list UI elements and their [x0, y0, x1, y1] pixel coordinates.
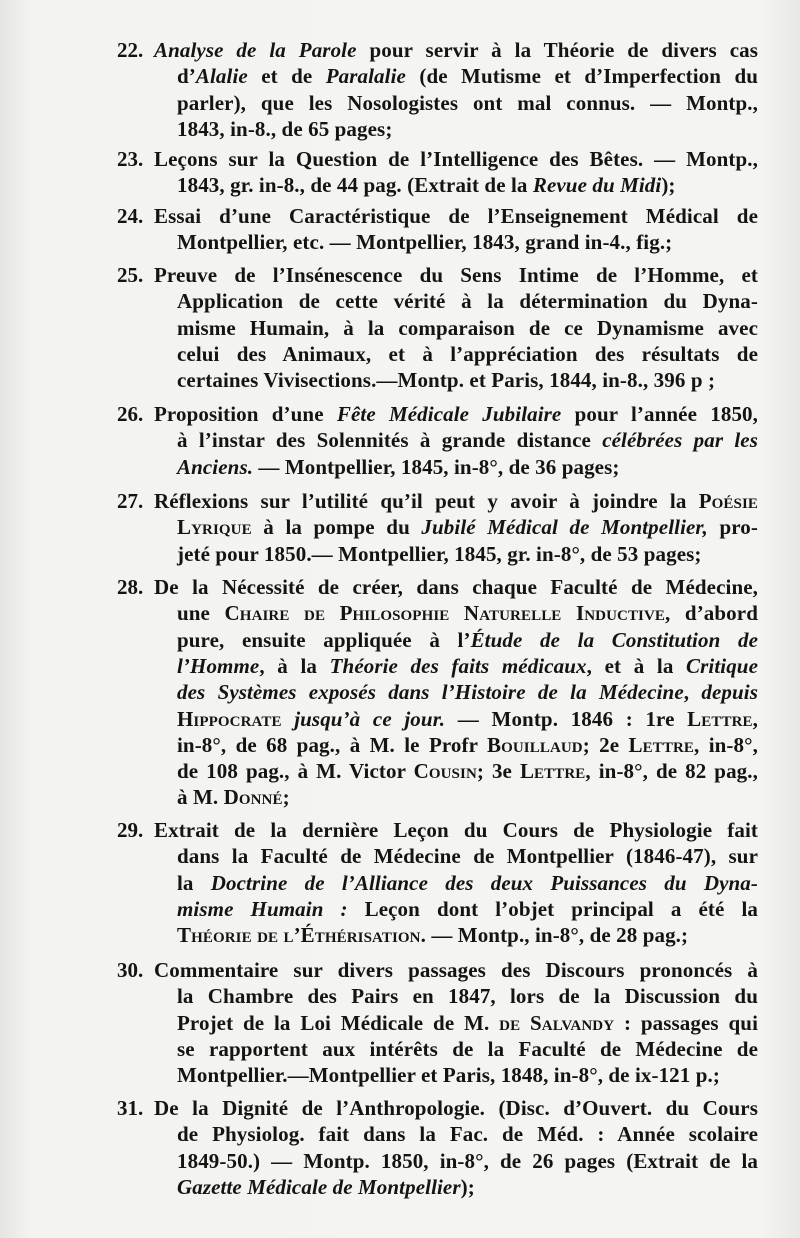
text-segment: );: [460, 1174, 475, 1199]
entry-number: 23.: [117, 147, 144, 171]
entry-text-line: [177, 628, 758, 653]
entry-text-line: [177, 680, 758, 705]
entry-text-line: [154, 147, 758, 172]
entry-text-line: [177, 455, 758, 480]
text-segment: , à la: [259, 653, 330, 678]
entry-text-line: [154, 818, 758, 843]
italic-text: Doctrine de l’Alliance des deux Puissances du Dyna-: [210, 870, 759, 895]
text-segment: );: [661, 173, 676, 198]
text-segment: Extrait de la dernière Leçon du Cours de Physiologie fait: [154, 818, 758, 842]
text-segment: — Montpellier, 1845, in-8°, de 36 pages;: [253, 454, 620, 479]
text-segment: De la Dignité de l’Anthropologie. (Disc. d’Ouvert. du Cours: [154, 1096, 758, 1120]
text-segment: Réflexions sur l’utilité qu’il peut y avoir à joindre la: [154, 489, 699, 513]
text-segment: : passages qui: [614, 1010, 759, 1035]
text-segment: 1849-50.) — Montp. 1850, in-8°, de 26 pages (Extrait de la: [177, 1148, 758, 1173]
small-caps-text: Théorie de l’Éthérisation.: [177, 923, 426, 948]
text-segment: 1843, in-8., de 65 pages;: [177, 116, 393, 141]
entry-text-line: [177, 1175, 758, 1200]
text-segment: De la Nécessité de créer, dans chaque Faculté de Médecine,: [154, 575, 758, 599]
text-segment: de Physiolog. fait dans la Fac. de Méd. : Année scolaire: [177, 1122, 758, 1147]
small-caps-text: Lettre: [687, 706, 753, 731]
italic-text: Anciens.: [177, 454, 254, 479]
text-segment: Leçons sur la Question de l’Intelligence des Bêtes. — Montp.,: [154, 147, 758, 171]
entry-text-line: [177, 230, 758, 255]
entry-number: 31.: [117, 1096, 144, 1120]
italic-text: Jubilé Médical de Montpellier,: [421, 515, 708, 540]
entry-text-line: [154, 1096, 758, 1121]
entry-text-line: [177, 173, 758, 198]
italic-text: Alalie: [195, 64, 248, 89]
small-caps-text: Lyrique: [177, 515, 252, 540]
text-segment: pour servir à la Théorie de divers cas: [356, 38, 758, 62]
text-segment: ;: [282, 785, 290, 810]
text-segment: 1843, gr. in-8., de 44 pag. (Extrait de la: [177, 173, 533, 198]
entry-text-line: [177, 1063, 758, 1088]
entry-text-line: [154, 204, 758, 229]
text-segment: , et à la: [586, 653, 687, 678]
entry-text-line: [177, 515, 758, 540]
italic-text: jusqu’à ce jour.: [294, 706, 446, 731]
text-segment: une: [177, 601, 225, 626]
text-segment: Preuve de l’Insénescence du Sens Intime de l’Homme, et: [154, 263, 758, 287]
text-segment: Essai d’une Caractéristique de l’Enseignement Médical de: [154, 204, 758, 228]
entry-text-line: [177, 759, 758, 784]
text-segment: à M.: [177, 785, 224, 810]
text-segment: Montpellier, etc. — Montpellier, 1843, grand in-4., fig.;: [177, 230, 673, 255]
small-caps-text: Lettre: [628, 732, 695, 757]
entry-text-line: [177, 984, 758, 1009]
text-segment: ,: [683, 680, 702, 705]
text-segment: ; 2e: [582, 732, 629, 757]
entry-text-line: [177, 368, 758, 393]
entry-text-line: [177, 871, 758, 896]
entry-text-line: [177, 1149, 758, 1174]
text-segment: pro-: [707, 515, 758, 540]
italic-text: célébrées par les: [602, 428, 758, 453]
italic-text: depuis: [701, 680, 758, 705]
entry-text-line: [177, 601, 758, 626]
entry-text-line: [177, 733, 758, 758]
text-segment: et de: [247, 64, 326, 89]
text-segment: pour l’année 1850,: [561, 402, 758, 426]
small-caps-text: Poésie: [698, 489, 758, 513]
entry-number: 22.: [117, 38, 144, 62]
entry-text-line: [154, 575, 758, 600]
entry-text-line: [154, 38, 758, 63]
text-segment: de 108 pag., à M. Victor: [177, 759, 414, 784]
text-segment: Montpellier.—Montpellier et Paris, 1848, in-8°, de ix-121 p.;: [177, 1063, 720, 1088]
entry-text-line: [177, 1037, 758, 1062]
text-segment: Application de cette vérité à la détermination du Dyna-: [177, 289, 758, 314]
text-segment: Proposition d’une: [154, 402, 337, 426]
text-segment: Commentaire sur divers passages des Discours prononcés à: [154, 958, 758, 982]
text-segment: d’: [177, 64, 196, 89]
italic-text: Analyse de la Parole: [154, 38, 357, 62]
entry-text-line: [177, 923, 758, 948]
italic-text: Fête Médicale Jubilaire: [336, 402, 562, 426]
text-segment: à la pompe du: [251, 515, 422, 540]
entry-text-line: [154, 402, 758, 427]
italic-text: Paralalie: [325, 64, 406, 89]
text-segment: pure, ensuite appliquée à l’: [177, 627, 471, 652]
entry-text-line: [177, 707, 758, 732]
text-segment: ,: [752, 706, 758, 731]
small-caps-text: Chaire de Philosophie Naturelle Inductive: [224, 601, 666, 626]
italic-text: des Systèmes exposés dans l’Histoire de la Médecine: [177, 680, 684, 705]
text-segment: se rapportent aux intérêts de la Faculté de Médecine de: [177, 1036, 758, 1061]
text-segment: — Montp., in-8°, de 28 pag.;: [425, 923, 689, 948]
text-segment: jeté pour 1850.— Montpellier, 1845, gr. in-8°, de 53 pages;: [177, 541, 702, 566]
entry-text-line: [177, 654, 758, 679]
entry-text-line: [177, 91, 758, 116]
entry-number: 24.: [117, 204, 144, 228]
small-caps-text: Cousin: [413, 759, 477, 784]
text-segment: la: [177, 870, 211, 895]
italic-text: misme Humain :: [177, 896, 348, 921]
entry-number: 27.: [117, 489, 144, 513]
italic-text: Gazette Médicale de Montpellier: [177, 1174, 461, 1199]
italic-text: l’Homme: [177, 653, 260, 678]
entry-text-line: [177, 542, 758, 567]
text-segment: in-8°, de 68 pag., à M. le Profr: [177, 732, 487, 757]
small-caps-text: Donné: [223, 785, 283, 810]
small-caps-text: Bouillaud: [486, 732, 583, 757]
entry-text-line: [154, 489, 758, 514]
text-segment: ; 3e: [476, 759, 520, 784]
entry-number: 29.: [117, 818, 144, 842]
entry-number: 30.: [117, 958, 144, 982]
entry-text-line: [177, 1122, 758, 1147]
text-segment: — Montp. 1846 : 1re: [445, 706, 688, 731]
text-segment: la Chambre des Pairs en 1847, lors de la Discussion du: [177, 984, 758, 1009]
italic-text: Revue du Midi: [532, 173, 662, 198]
entry-text-line: [177, 785, 758, 810]
entry-text-line: [177, 289, 758, 314]
text-segment: , d’abord: [665, 601, 758, 626]
entry-text-line: [177, 1011, 758, 1036]
entry-text-line: [177, 316, 758, 341]
text-segment: à l’instar des Solennités à grande distance: [177, 428, 603, 453]
entry-text-line: [177, 117, 758, 142]
text-segment: certaines Vivisections.—Montp. et Paris, 1844, in-8., 396 p ;: [177, 368, 716, 393]
entry-text-line: [154, 958, 758, 983]
italic-text: Critique: [686, 653, 758, 678]
entry-text-line: [154, 263, 758, 288]
entry-number: 28.: [117, 575, 144, 599]
italic-text: Étude de la Constitution de: [470, 627, 758, 652]
entry-number: 25.: [117, 263, 144, 287]
text-segment: Projet de la Loi Médicale de M.: [177, 1010, 500, 1035]
entry-text-line: [177, 64, 758, 89]
entry-text-line: [177, 844, 758, 869]
small-caps-text: de Salvandy: [499, 1010, 615, 1035]
text-segment: parler), que les Nosologistes ont mal connus. — Montp.,: [177, 90, 758, 115]
entry-number: 26.: [117, 402, 144, 426]
text-segment: , in-8°, de 82 pag.,: [585, 759, 758, 784]
italic-text: Théorie des faits médicaux: [329, 653, 587, 678]
small-caps-text: Lettre: [519, 759, 586, 784]
entry-text-line: [177, 342, 758, 367]
text-segment: misme Humain, à la comparaison de ce Dynamisme avec: [177, 315, 758, 340]
text-segment: Leçon dont l’objet principal a été la: [347, 896, 758, 921]
text-segment: (de Mutisme et d’Imperfection du: [405, 64, 758, 89]
text-segment: [282, 707, 295, 731]
entry-text-line: [177, 428, 758, 453]
text-segment: , in-8°,: [694, 732, 758, 757]
text-segment: dans la Faculté de Médecine de Montpellier (1846-47), sur: [177, 844, 758, 869]
text-segment: celui des Animaux, et à l’appréciation des résultats de: [177, 341, 758, 366]
entry-text-line: [177, 897, 758, 922]
small-caps-text: Hippocrate: [177, 706, 282, 731]
